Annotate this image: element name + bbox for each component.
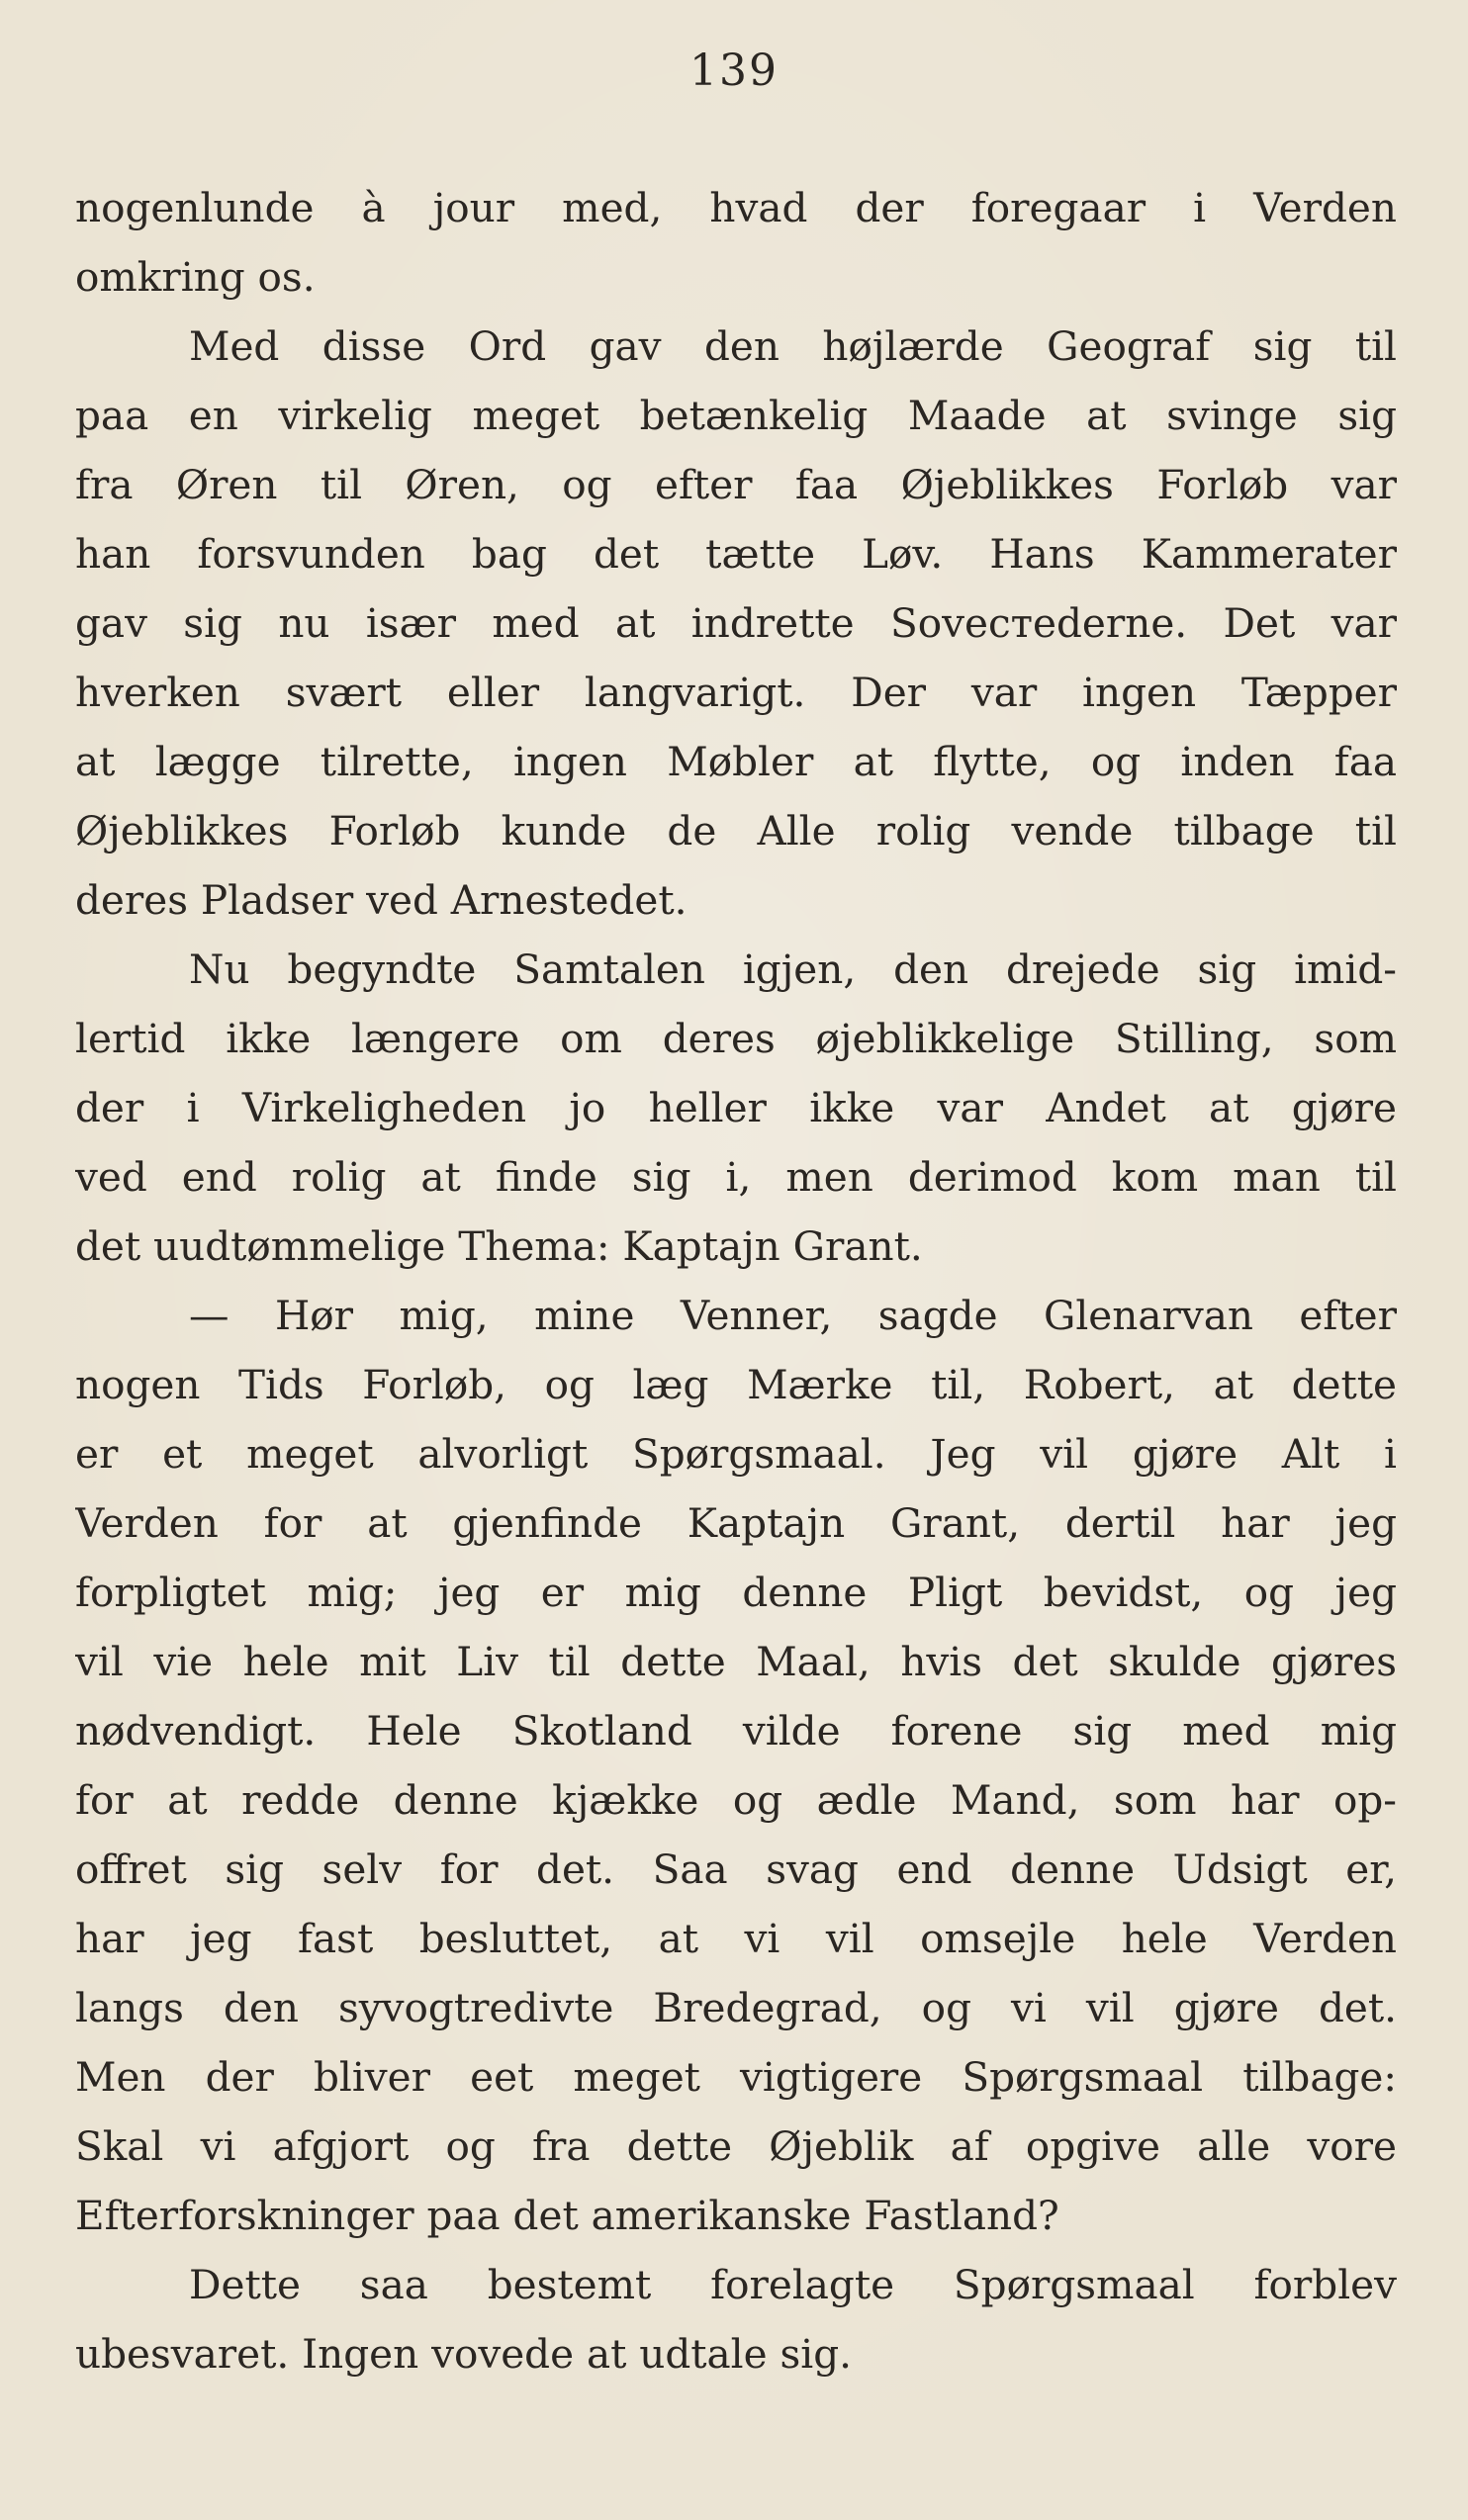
text-line: lertid ikke længere om deres øjeblikkelige Stilling, som xyxy=(75,1015,1397,1062)
text-line: Med disse Ord gav den højlærde Geograf sig til xyxy=(189,322,1397,370)
text-line: paa en virkelig meget betænkelig Maade at svinge sig xyxy=(75,392,1397,439)
text-line: ubesvaret. Ingen vovede at udtale sig. xyxy=(75,2330,853,2378)
text-line: Nu begyndte Samtalen igjen, den drejede sig imid- xyxy=(189,945,1397,993)
text-line: at lægge tilrette, ingen Møbler at flytte, og inden faa xyxy=(75,738,1397,785)
text-line: omkring os. xyxy=(75,253,316,301)
text-line: Men der bliver eet meget vigtigere Spørgsmaal tilbage: xyxy=(75,2053,1397,2101)
text-line: har jeg fast besluttet, at vi vil omsejle hele Verden xyxy=(75,1915,1397,1962)
text-line: nødvendigt. Hele Skotland vilde forene sig med mig xyxy=(75,1707,1397,1755)
text-line: Efterforskninger paa det amerikanske Fastland? xyxy=(75,2192,1059,2239)
text-line: Verden for at gjenfinde Kaptajn Grant, dertil har jeg xyxy=(75,1499,1397,1547)
text-line: fra Øren til Øren, og efter faa Øjeblikkes Forløb var xyxy=(75,461,1397,508)
text-line: for at redde denne kjække og ædle Mand, som har op- xyxy=(75,1776,1397,1824)
text-line: det uudtømmelige Thema: Kaptajn Grant. xyxy=(75,1222,923,1270)
text-line: nogenlunde à jour med, hvad der foregaar i Verden xyxy=(75,184,1397,231)
text-line: Øjeblikkes Forløb kunde de Alle rolig vende tilbage til xyxy=(75,807,1397,855)
page-number: 139 xyxy=(689,45,779,96)
text-line: er et meget alvorligt Spørgsmaal. Jeg vil gjøre Alt i xyxy=(75,1430,1397,1478)
text-line: gav sig nu især med at indrette Soveстederne. Det var xyxy=(75,599,1397,647)
text-line: vil vie hele mit Liv til dette Maal, hvis det skulde gjøres xyxy=(75,1638,1397,1685)
body-text xyxy=(75,173,1397,2388)
text-line: hverken svært eller langvarigt. Der var ingen Tæpper xyxy=(75,669,1397,716)
text-line: han forsvunden bag det tætte Løv. Hans Kammerater xyxy=(75,530,1397,578)
text-line: offret sig selv for det. Saa svag end denne Udsigt er, xyxy=(75,1845,1397,1893)
text-line: langs den syvogtredivte Bredegrad, og vi vil gjøre det. xyxy=(75,1984,1397,2031)
text-line: Dette saa bestemt forelagte Spørgsmaal forblev xyxy=(189,2261,1397,2308)
text-line: — Hør mig, mine Venner, sagde Glenarvan efter xyxy=(189,1292,1397,1339)
text-line: nogen Tids Forløb, og læg Mærke til, Robert, at dette xyxy=(75,1361,1397,1408)
text-line: der i Virkeligheden jo heller ikke var Andet at gjøre xyxy=(75,1084,1397,1131)
text-line: forpligtet mig; jeg er mig denne Pligt bevidst, og jeg xyxy=(75,1569,1397,1616)
text-line: ved end rolig at finde sig i, men derimod kom man til xyxy=(75,1153,1397,1201)
text-line: deres Pladser ved Arnestedet. xyxy=(75,876,688,924)
text-line: Skal vi afgjort og fra dette Øjeblik af opgive alle vore xyxy=(75,2122,1397,2170)
